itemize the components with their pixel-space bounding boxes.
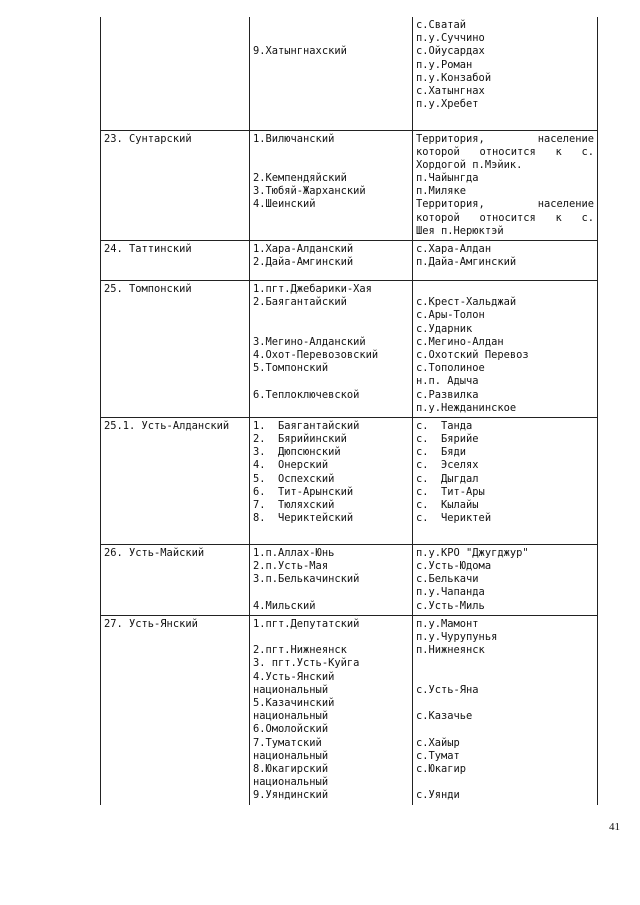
settlement-line: с. Тит-Ары — [416, 485, 485, 498]
settlement-line: с. Дыгдал — [416, 472, 479, 485]
settlement-cell — [413, 17, 598, 130]
settlement-line — [416, 671, 594, 684]
settlement-line: с.Охотский Перевоз — [416, 348, 529, 361]
nasleg-line — [253, 59, 409, 72]
settlement-line: с.Ойусардах — [416, 45, 485, 58]
nasleg-cell — [250, 544, 413, 615]
settlement-line: с. Танда — [416, 419, 473, 432]
ulus-name-cell — [101, 544, 250, 615]
nasleg-line: 4. Онерский — [253, 459, 329, 472]
nasleg-line: 5.Казачинский — [253, 696, 335, 709]
settlement-line: с.Хатынгнах — [416, 84, 485, 97]
table-row — [101, 544, 598, 615]
ulus-name: 27. Усть-Янский — [104, 617, 198, 630]
nasleg-line: 4.Мильский — [253, 599, 316, 612]
ulus-name-cell — [101, 130, 250, 241]
nasleg-line: 8. Чериктейский — [253, 512, 354, 525]
nasleg-line: 2.п.Усть-Мая — [253, 560, 329, 573]
settlement-line: с. Эселях — [416, 459, 479, 472]
nasleg-cell — [250, 17, 413, 130]
nasleg-line — [253, 19, 409, 32]
nasleg-line: 5.Томпонский — [253, 362, 329, 375]
nasleg-line: национальный — [253, 710, 329, 723]
nasleg-line: 1.Вилючанский — [253, 132, 335, 145]
settlement-line: Шея п.Нерюктэй — [416, 224, 504, 237]
nasleg-line: 3.Тюбяй-Жарханский — [253, 185, 366, 198]
settlement-line: с.Белькачи — [416, 573, 479, 586]
nasleg-cell — [250, 241, 413, 281]
nasleg-line: 7. Тюляхский — [253, 499, 335, 511]
nasleg-cell — [250, 281, 413, 418]
ulus-name-cell — [101, 17, 250, 130]
nasleg-line: 3.п.Белькачинский — [253, 573, 360, 586]
ulus-name: 23. Сунтарский — [104, 132, 192, 145]
settlement-line: с.Крест-Хальджай — [416, 296, 517, 309]
settlement-line: п.Нижнеянск — [416, 644, 485, 657]
settlement-line: с. Чериктей — [416, 512, 492, 525]
settlement-line: п.у.Конзабой — [416, 71, 492, 84]
nasleg-line — [253, 111, 409, 124]
nasleg-line: 6.Теплоключевской — [253, 388, 360, 401]
nasleg-line: 6.Омолойский — [253, 723, 329, 736]
settlement-line: Территория, население — [416, 198, 594, 211]
nasleg-line: 2. Бярийинский — [253, 433, 347, 446]
settlement-line: с. Бярийе — [416, 433, 479, 446]
settlement-line: Хордогой п.Мэйик. — [416, 158, 523, 171]
settlement-cell — [413, 544, 598, 615]
settlement-line: с.Ударник — [416, 322, 473, 335]
nasleg-line: 5. Оспехский — [253, 472, 335, 485]
settlement-line: с.Усть-Юдома — [416, 560, 492, 573]
nasleg-line — [253, 85, 409, 98]
settlement-line: которой относится к с. — [416, 145, 594, 158]
settlement-line: п.Миляке — [416, 185, 467, 198]
ulus-name-cell — [101, 615, 250, 805]
settlement-cell — [413, 417, 598, 544]
nasleg-cell — [250, 130, 413, 241]
settlement-line: Территория, население — [416, 132, 594, 145]
settlement-line: п.у.Роман — [416, 58, 473, 71]
settlement-line: с.Юкагир — [416, 762, 467, 775]
nasleg-line — [253, 32, 409, 45]
ulus-name: 25.1. Усть-Алданский — [104, 419, 230, 432]
ulus-name: 24. Таттинский — [104, 243, 192, 255]
nasleg-line: 6. Тит-Арынский — [253, 485, 354, 498]
settlement-line: с. Бяди — [416, 446, 467, 459]
table-row — [101, 615, 598, 805]
settlement-line: п.Дайа-Амгинский — [416, 256, 517, 269]
settlement-line: п.Чайынгда — [416, 172, 479, 185]
nasleg-line: 3. Дюпсюнский — [253, 446, 341, 459]
settlement-line: с.Уянди — [416, 789, 460, 802]
nasleg-line — [253, 72, 409, 85]
nasleg-line — [253, 159, 409, 172]
table-row — [101, 130, 598, 241]
nasleg-line: 9.Хатынгнахский — [253, 45, 347, 58]
ulus-name: 26. Усть-Майский — [104, 546, 205, 559]
settlement-line: с.Тумат — [416, 749, 460, 762]
nasleg-line: 2.Дайа-Амгинский — [253, 256, 354, 269]
nasleg-line: 4.Шеинский — [253, 198, 316, 211]
nasleg-line: 1.Хара-Алданский — [253, 243, 354, 255]
settlement-line: п.у.Суччино — [416, 32, 485, 45]
nasleg-line: 3.Мегино-Алданский — [253, 335, 366, 348]
nasleg-line — [253, 631, 409, 644]
ulus-name: 25. Томпонский — [104, 283, 192, 295]
settlement-line — [416, 657, 594, 670]
table-row — [101, 17, 598, 130]
settlement-line: п.у.Хребет — [416, 98, 479, 111]
settlement-cell — [413, 241, 598, 281]
nasleg-line: национальный — [253, 749, 329, 762]
ulus-name-cell — [101, 241, 250, 281]
nasleg-cell — [250, 417, 413, 544]
ulus-name-cell — [101, 417, 250, 544]
settlement-line: с.Хайыр — [416, 736, 460, 749]
settlement-line: которой относится к с. — [416, 211, 594, 224]
table-row — [101, 417, 598, 544]
table-row — [101, 241, 598, 281]
settlement-line: с.Казачье — [416, 710, 473, 723]
nasleg-line — [253, 375, 409, 388]
settlement-line: с.Мегино-Алдан — [416, 335, 504, 348]
settlement-line — [416, 283, 594, 296]
settlement-line — [416, 776, 594, 789]
settlement-line: с.Хара-Алдан — [416, 243, 492, 255]
nasleg-line — [253, 98, 409, 111]
settlement-line: п.у.Чапанда — [416, 586, 485, 599]
nasleg-line — [253, 309, 409, 322]
settlement-line: с.Тополиное — [416, 362, 485, 375]
settlement-line — [416, 697, 594, 710]
nasleg-line: 2.Баягантайский — [253, 296, 347, 309]
settlement-line: п.у.Нежданинское — [416, 401, 517, 414]
nasleg-line: 4.Усть-Янский — [253, 670, 335, 683]
page-number: 41 — [609, 821, 620, 833]
settlement-line: п.у.Чурупунья — [416, 631, 498, 643]
ulus-name-cell — [101, 281, 250, 418]
settlement-line: п.у.КРО "Джугджур" — [416, 546, 529, 559]
nasleg-line: 8.Юкагирский — [253, 762, 329, 775]
settlements-table — [100, 17, 598, 805]
settlement-cell — [413, 615, 598, 805]
nasleg-line: 9.Уяндинский — [253, 789, 329, 802]
nasleg-line — [253, 146, 409, 159]
nasleg-line: 7.Туматский — [253, 736, 322, 749]
settlement-line — [416, 723, 594, 736]
settlement-line: с.Ары-Толон — [416, 309, 485, 322]
table-row — [101, 281, 598, 418]
settlement-line: п.у.Мамонт — [416, 617, 479, 630]
settlement-line: н.п. Адыча — [416, 375, 479, 388]
settlement-line: с.Усть-Яна — [416, 683, 479, 696]
nasleg-line — [253, 586, 409, 599]
settlement-line: с.Развилка — [416, 388, 479, 401]
nasleg-line: национальный — [253, 683, 329, 696]
nasleg-line: 1. Баягантайский — [253, 419, 360, 432]
nasleg-line: 4.Охот-Перевозовский — [253, 348, 379, 361]
settlement-cell — [413, 281, 598, 418]
nasleg-line: 1.пгт.Депутатский — [253, 617, 360, 630]
nasleg-line — [253, 323, 409, 336]
nasleg-line: 1.пгт.Джебарики-Хая — [253, 283, 372, 295]
nasleg-line: 3. пгт.Усть-Куйга — [253, 657, 360, 670]
settlement-line: с.Сватай — [416, 19, 467, 31]
ulus-name — [104, 19, 246, 32]
nasleg-line: 2.пгт.Нижнеянск — [253, 644, 347, 657]
nasleg-line: 2.Кемпендяйский — [253, 172, 347, 185]
settlement-line: с. Кылайы — [416, 499, 479, 511]
nasleg-line: национальный — [253, 776, 329, 789]
nasleg-cell — [250, 615, 413, 805]
nasleg-line: 1.п.Аллах-Юнь — [253, 546, 335, 559]
settlement-cell — [413, 130, 598, 241]
settlement-line: с.Усть-Миль — [416, 599, 485, 612]
